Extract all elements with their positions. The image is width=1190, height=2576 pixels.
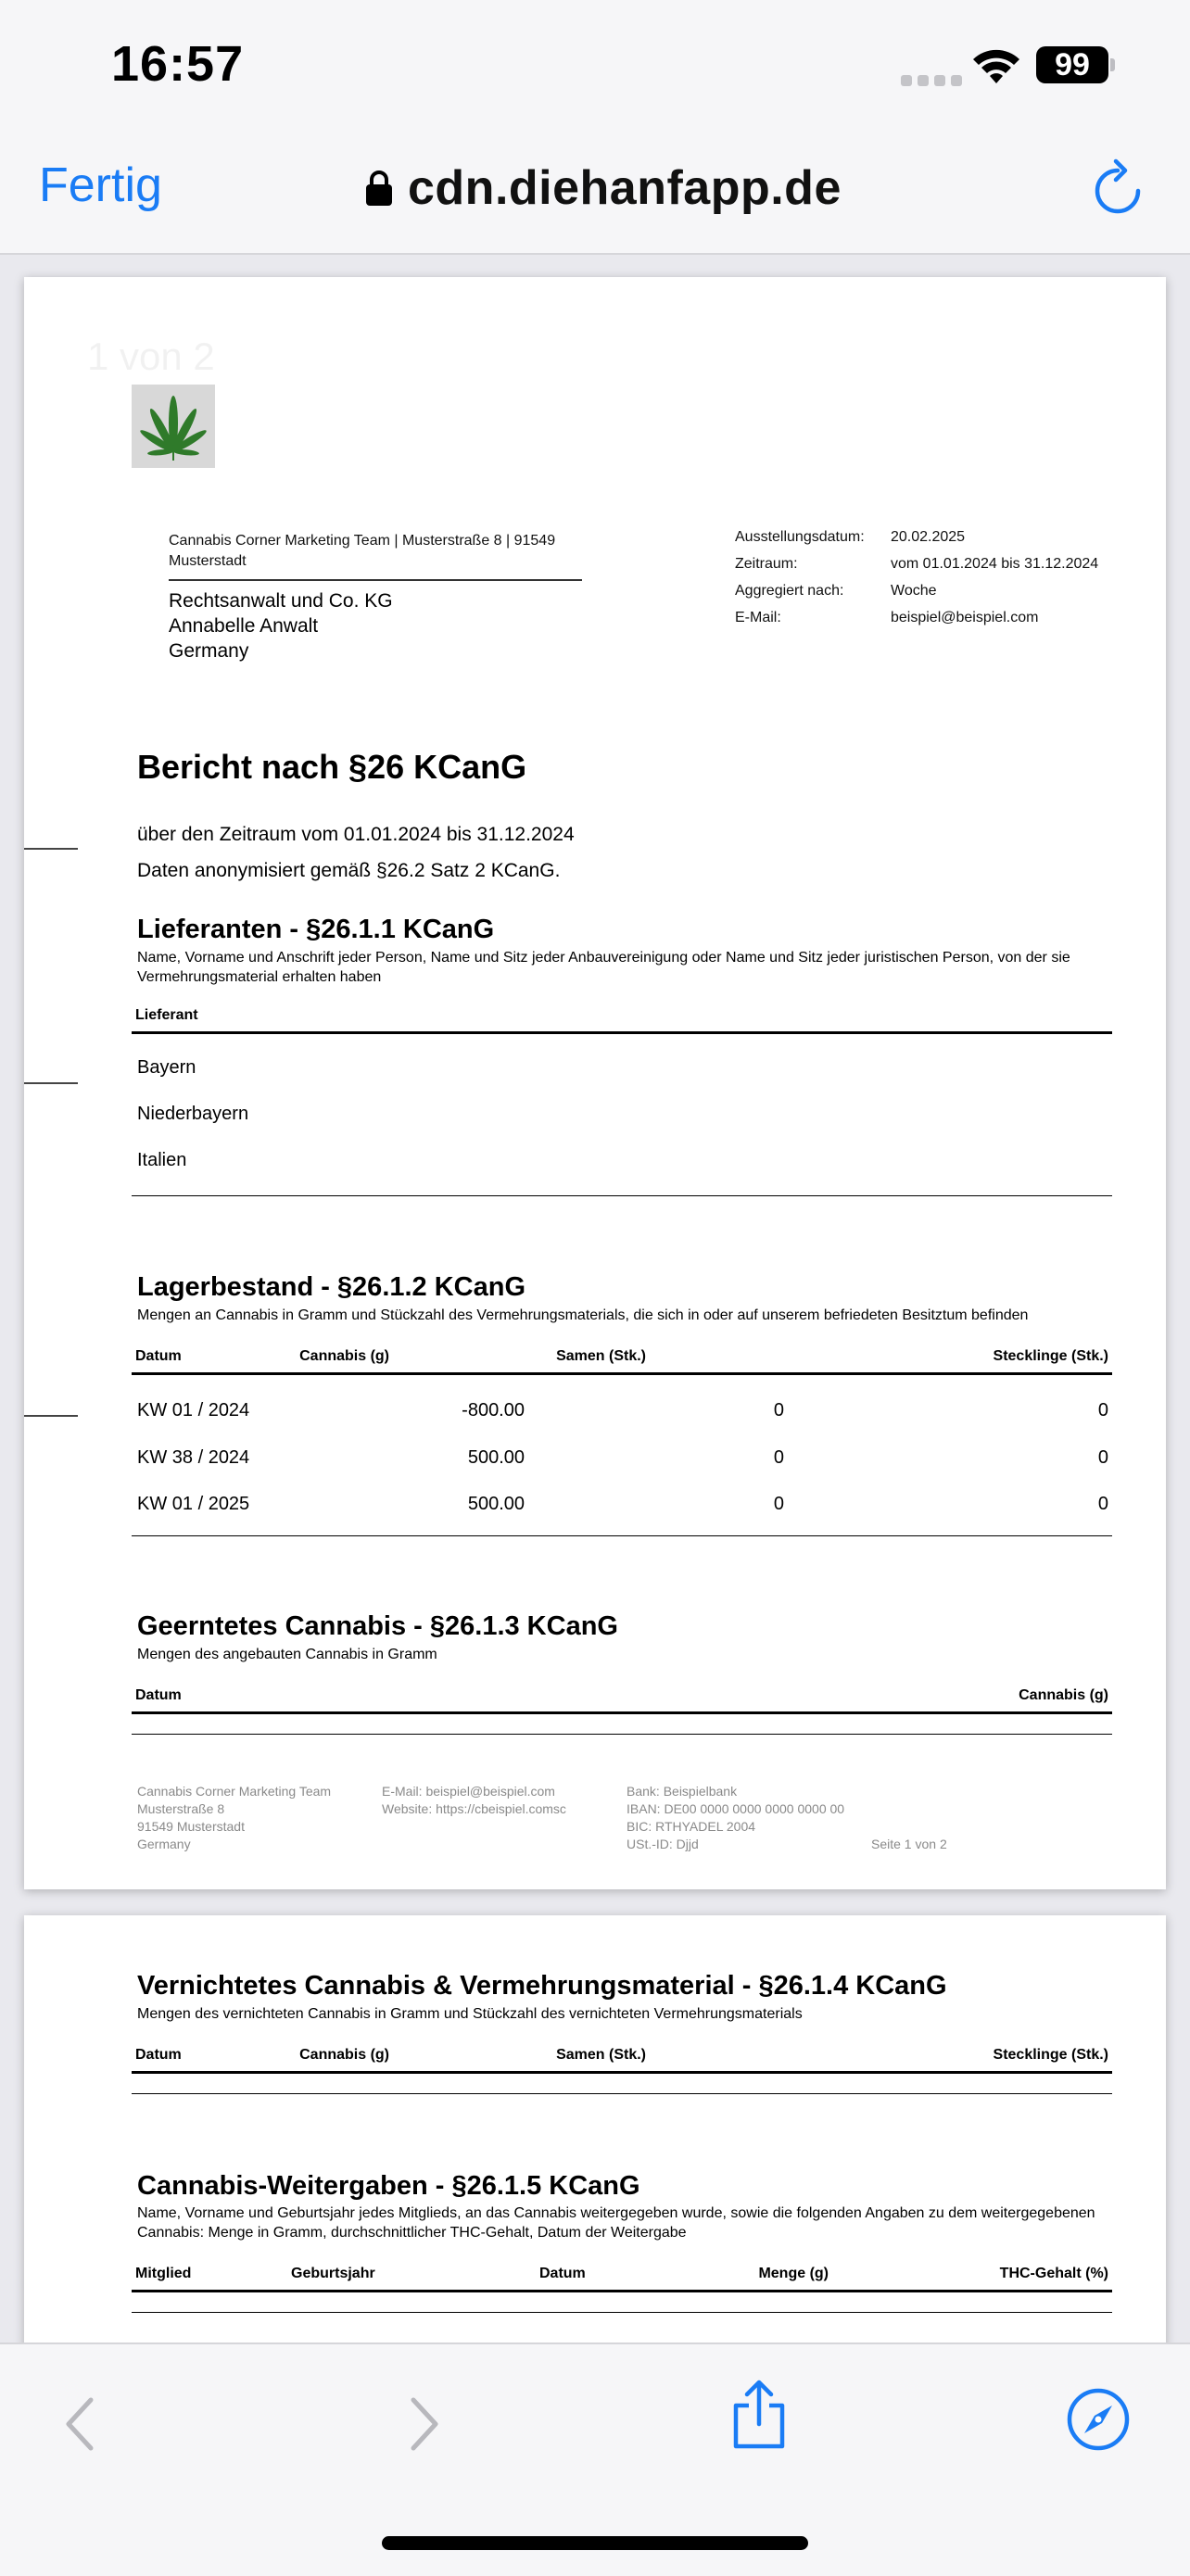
harvested-title: Geerntetes Cannabis - §26.1.3 KCanG	[137, 1611, 618, 1641]
col-date: Datum	[135, 1348, 182, 1364]
col-date: Datum	[539, 2266, 586, 2281]
share-icon[interactable]	[728, 2380, 790, 2450]
sender-address: Cannabis Corner Marketing Team | Musterstraße 8 | 91549 Musterstadt	[169, 531, 582, 581]
harvested-description: Mengen des angebauten Cannabis in Gramm	[137, 1647, 437, 1662]
table-bottom-rule	[132, 1734, 1112, 1735]
lock-icon	[365, 170, 393, 207]
clock: 16:57	[111, 36, 245, 92]
done-button[interactable]: Fertig	[39, 158, 162, 212]
anonymization-note: Daten anonymisiert gemäß §26.2 Satz 2 KCanG.	[137, 860, 561, 881]
wifi-icon	[971, 46, 1021, 87]
supplier-row: Italien	[137, 1150, 187, 1170]
harvested-table-header	[132, 1684, 1112, 1714]
transfers-title: Cannabis-Weitergaben - §26.1.5 KCanG	[137, 2171, 640, 2201]
table-bottom-rule	[132, 1535, 1112, 1536]
table-bottom-rule	[132, 2093, 1112, 2094]
browser-nav-bar	[0, 130, 1190, 255]
document-page-1: 1 von 2 Cannabis Corner Marketing Team | Musterstraße 8 | 91549 Musterstadt Rechtsanwalt und Co. KG Annabelle Anwalt Germany Ausstellungsdatum: 20.02.2025 Zeitraum: vom 01.01.2024 bis 31.12.2024 Aggregiert nach: Woche E-Mail: beispiel@beispiel.com Bericht nach §26 KCanG über den Zeitraum vom 01.01.2024 bis 31.12.2024 Daten anonymisiert gemäß §26.2 Satz 2 KCanG. Lieferanten - §26.1.1 KCanG Name, Vorname und Anschrift jeder Person, Name und Sitz jeder Anbauvereinigung oder Name und Sitz jeder juristischen Person, von der sie Vermehrungsmaterial erhalten haben Lieferant Bayern Niederbayern Italien Lagerbestand - §26.1.2 KCanG Mengen an Cannabis in Gramm und Stückzahl des Vermehrungsmaterials, die sich in oder auf unserem befriedeten Besitztum befinden Datum Cannabis (g) Samen (Stk.) Stecklinge (Stk.) KW 01 / 2024 -800.00 0 0 KW 38 / 2024 500.00 0 0 KW 01 / 2025 500.00 0 0 Geerntetes Cannabis - §26.1.3 KCanG Mengen des angebauten Cannabis in Gramm Datum Cannabis (g) Cannabis Corner Marketing Team Musterstraße 8 91549 Musterstadt Germany E-Mail: beispiel@beispiel.com Website: https://cbeispiel.comsc Bank: Beispielbank IBAN: DE00 0000 0000 0000 0000 00 BIC: RTHYADEL 2004 USt.-ID: Djjd Seite 1 von 2	[24, 277, 1166, 1889]
col-cuttings: Stecklinge (Stk.)	[993, 1348, 1108, 1364]
col-cannabis: Cannabis (g)	[299, 2047, 389, 2063]
col-birth-year: Geburtsjahr	[291, 2266, 375, 2281]
col-date: Datum	[135, 2047, 182, 2063]
page-indicator: 1 von 2	[87, 335, 215, 378]
table-bottom-rule	[132, 1195, 1112, 1196]
col-cannabis: Cannabis (g)	[1019, 1687, 1108, 1703]
report-period: über den Zeitraum vom 01.01.2024 bis 31.12.2024	[137, 824, 575, 845]
recipient-line: Annabelle Anwalt	[169, 615, 319, 637]
suppliers-table-header	[132, 1004, 1112, 1034]
cannabis-leaf-icon	[132, 385, 215, 468]
col-cuttings: Stecklinge (Stk.)	[993, 2047, 1108, 2063]
margin-mark	[24, 1082, 78, 1084]
col-supplier: Lieferant	[135, 1007, 198, 1023]
home-indicator	[382, 2536, 808, 2550]
recipient-address	[169, 588, 393, 663]
col-seeds: Samen (Stk.)	[556, 2047, 646, 2063]
back-icon[interactable]	[61, 2394, 98, 2454]
supplier-row: Niederbayern	[137, 1104, 249, 1124]
col-date: Datum	[135, 1687, 182, 1703]
battery-indicator: 99	[1036, 46, 1108, 83]
transfers-description: Name, Vorname und Geburtsjahr jedes Mitglieds, an das Cannabis weitergegeben wurde, sowie die folgenden Angaben zu dem weitergegebenen Cannabis: Menge in Gramm, durchschnittlicher THC-Gehalt, Datum der Weitergabe	[137, 2205, 1095, 2241]
footer-company: Cannabis Corner Marketing Team Musterstraße 8 91549 Musterstadt Germany	[137, 1784, 332, 1851]
col-cannabis: Cannabis (g)	[299, 1348, 389, 1364]
reload-icon[interactable]	[1090, 158, 1146, 219]
footer-page-number: Seite 1 von 2	[871, 1837, 947, 1851]
col-amount: Menge (g)	[758, 2266, 829, 2281]
footer-contact: E-Mail: beispiel@beispiel.com Website: https://cbeispiel.comsc	[382, 1784, 566, 1816]
destroyed-table-header	[132, 2043, 1112, 2074]
transfers-table-header	[132, 2262, 1112, 2292]
compass-icon[interactable]	[1066, 2387, 1131, 2452]
recipient-line: Rechtsanwalt und Co. KG	[169, 590, 393, 612]
margin-mark	[24, 848, 78, 850]
report-title: Bericht nach §26 KCanG	[137, 748, 527, 786]
url-text: cdn.diehanfapp.de	[408, 161, 842, 215]
document-page-2	[24, 1915, 1166, 2342]
footer-bank: Bank: Beispielbank IBAN: DE00 0000 0000 0000 0000 00 BIC: RTHYADEL 2004 USt.-ID: Djjd	[627, 1784, 845, 1851]
recipient-line: Germany	[169, 640, 249, 662]
destroyed-title: Vernichtetes Cannabis & Vermehrungsmaterial - §26.1.4 KCanG	[137, 1971, 947, 2001]
stock-table-header	[132, 1345, 1112, 1375]
destroyed-description: Mengen des vernichteten Cannabis in Gramm und Stückzahl des vernichteten Vermehrungsmaterials	[137, 2006, 803, 2022]
address-bar[interactable]	[365, 156, 842, 221]
battery-tip	[1110, 58, 1115, 71]
suppliers-title: Lieferanten - §26.1.1 KCanG	[137, 915, 495, 944]
supplier-row: Bayern	[137, 1057, 196, 1078]
stock-title: Lagerbestand - §26.1.2 KCanG	[137, 1272, 526, 1302]
pdf-viewer[interactable]	[0, 255, 1190, 2342]
col-thc: THC-Gehalt (%)	[999, 2266, 1108, 2281]
status-bar	[0, 0, 1190, 130]
col-seeds: Samen (Stk.)	[556, 1348, 646, 1364]
cellular-signal-icon	[901, 74, 968, 91]
suppliers-description: Name, Vorname und Anschrift jeder Person, Name und Sitz jeder Anbauvereinigung oder Name und Sitz jeder juristischen Person, von der sie Vermehrungsmaterial erhalten haben	[137, 950, 1070, 985]
stock-description: Mengen an Cannabis in Gramm und Stückzahl des Vermehrungsmaterials, die sich in oder auf unserem befriedeten Besitztum befinden	[137, 1307, 1029, 1323]
margin-mark	[24, 1415, 78, 1417]
forward-icon[interactable]	[406, 2394, 443, 2454]
table-bottom-rule	[132, 2312, 1112, 2313]
col-member: Mitglied	[135, 2266, 192, 2281]
